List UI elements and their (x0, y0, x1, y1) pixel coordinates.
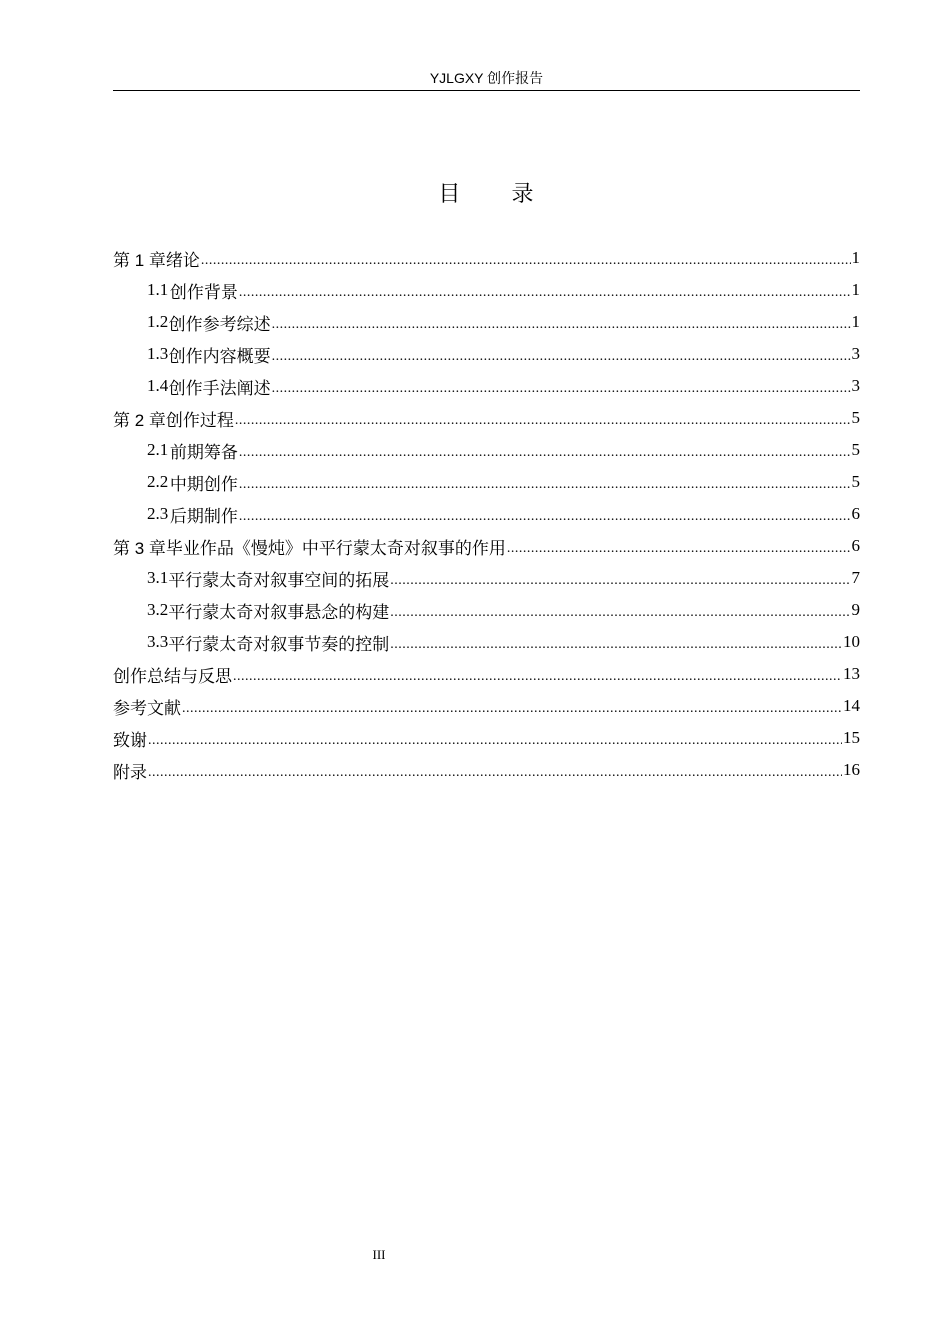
toc-entry[interactable] (113, 562, 860, 594)
toc-leader-dots (239, 445, 851, 461)
toc-entry-page: 1 (851, 280, 860, 299)
toc-entry-title: 创作内容概要 (168, 346, 271, 366)
toc-entry[interactable] (113, 626, 860, 658)
toc-entry-page: 3 (851, 344, 860, 363)
toc-entry[interactable] (113, 658, 860, 690)
toc-entry-number: 第 1 章 (113, 250, 166, 270)
toc-entry-title: 平行蒙太奇对叙事空间的拓展 (168, 570, 390, 590)
toc-entry-number: 2.1 (147, 440, 169, 459)
toc-entry-page: 5 (851, 472, 860, 491)
toc-entry-page: 1 (851, 312, 860, 331)
toc-entry-title: 创作过程 (165, 410, 234, 430)
toc-entry-page: 16 (843, 760, 860, 779)
toc-entry-number: 3.2 (147, 600, 169, 619)
toc-entry-page: 15 (843, 728, 860, 747)
toc-entry[interactable] (113, 242, 860, 274)
toc-entry-number: 第 2 章 (113, 410, 166, 430)
toc-entry-title: 创作参考综述 (168, 314, 271, 334)
toc-leader-dots (239, 509, 851, 525)
toc-entry[interactable] (113, 274, 860, 306)
toc-entry-page: 13 (843, 664, 860, 683)
toc-entry[interactable] (113, 466, 860, 498)
toc-leader-dots (201, 253, 851, 269)
toc-leader-dots (507, 541, 851, 557)
toc-entry-number: 3.3 (147, 632, 169, 651)
toc-leader-dots (148, 765, 842, 781)
table-of-contents (113, 242, 860, 786)
toc-entry[interactable] (113, 498, 860, 530)
toc-leader-dots (272, 317, 851, 333)
toc-title (113, 178, 860, 210)
page-header: YJLGXY 创作报告 (429, 70, 544, 86)
toc-entry-number: 3.1 (147, 568, 169, 587)
toc-entry[interactable] (113, 754, 860, 786)
toc-entry-title: 中期创作 (169, 474, 238, 494)
toc-entry-page: 7 (851, 568, 860, 587)
toc-title-right: 录 (511, 181, 535, 206)
toc-entry-page: 5 (851, 408, 860, 427)
toc-entry-page: 14 (843, 696, 860, 715)
toc-leader-dots (235, 413, 851, 429)
toc-entry[interactable] (113, 530, 860, 562)
toc-entry-number: 1.3 (147, 344, 169, 363)
toc-entry-page: 10 (843, 632, 860, 651)
toc-leader-dots (239, 285, 851, 301)
toc-entry-title: 创作总结与反思 (113, 666, 232, 686)
toc-entry-title: 前期筹备 (169, 442, 238, 462)
toc-entry-page: 6 (851, 504, 860, 523)
toc-entry-title: 绪论 (165, 250, 200, 270)
toc-entry-title: 后期制作 (169, 506, 238, 526)
toc-entry-title: 参考文献 (113, 698, 181, 718)
toc-entry[interactable] (113, 434, 860, 466)
toc-entry[interactable] (113, 594, 860, 626)
toc-leader-dots (272, 349, 851, 365)
toc-entry-number: 2.2 (147, 472, 169, 491)
toc-entry-title: 平行蒙太奇对叙事悬念的构建 (168, 602, 390, 622)
toc-entry-title: 创作背景 (169, 282, 238, 302)
toc-entry-number: 2.3 (147, 504, 169, 523)
toc-entry-title: 创作手法阐述 (168, 378, 271, 398)
toc-entry-title: 附录 (113, 762, 147, 782)
toc-entry-page: 1 (851, 248, 860, 267)
toc-leader-dots (390, 637, 842, 653)
toc-entry-title: 平行蒙太奇对叙事节奏的控制 (168, 634, 390, 654)
toc-leader-dots (182, 701, 842, 717)
toc-leader-dots (239, 477, 851, 493)
toc-entry-number: 1.4 (147, 376, 169, 395)
toc-entry[interactable] (113, 370, 860, 402)
toc-leader-dots (272, 381, 851, 397)
toc-entry-page: 6 (851, 536, 860, 555)
toc-leader-dots (390, 573, 850, 589)
toc-entry[interactable] (113, 306, 860, 338)
toc-entry[interactable] (113, 338, 860, 370)
toc-entry-title: 毕业作品《慢炖》中平行蒙太奇对叙事的作用 (165, 538, 506, 558)
toc-entry-number: 第 3 章 (113, 538, 166, 558)
toc-entry-page: 5 (851, 440, 860, 459)
toc-entry-number: 1.2 (147, 312, 169, 331)
toc-entry[interactable] (113, 690, 860, 722)
toc-leader-dots (233, 669, 842, 685)
toc-entry-title: 致谢 (113, 730, 147, 750)
header-rule (113, 90, 860, 91)
toc-leader-dots (390, 605, 850, 621)
page-number: III (372, 1247, 386, 1262)
toc-entry[interactable] (113, 722, 860, 754)
toc-entry-number: 1.1 (147, 280, 169, 299)
toc-entry-page: 3 (851, 376, 860, 395)
toc-title-left: 目 (438, 181, 462, 206)
toc-entry[interactable] (113, 402, 860, 434)
toc-entry-page: 9 (851, 600, 860, 619)
toc-leader-dots (148, 733, 842, 749)
